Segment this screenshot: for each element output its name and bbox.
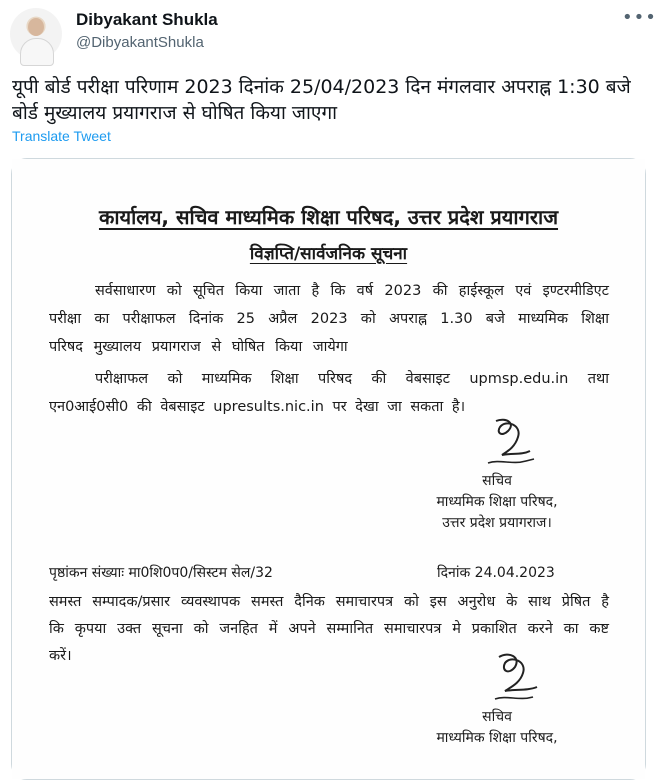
translate-tweet-link[interactable]: Translate Tweet	[12, 128, 111, 144]
more-dots-icon[interactable]: •••	[622, 7, 657, 28]
signature-mark	[482, 415, 542, 469]
notice-document-image	[12, 159, 645, 779]
avatar[interactable]	[10, 8, 62, 60]
notice-paragraph-1: सर्वसाधारण को सूचित किया जाता है कि वर्ष 2023 की हाईस्कूल एवं इण्टरमीडिएट परीक्षा का परीक्षाफल दिनांक 25 अप्रैल 2023 को अपराह्न 1.30 बजे माध्यमिक शिक्षा परिषद मुख्यालय प्रयागराज से घोषित किया जायेगा	[49, 283, 609, 355]
notice-paragraph-2: परीक्षाफल को माध्यमिक शिक्षा परिषद की वेबसाइट upmsp.edu.in तथा एन0आई0सी0 की वेबसाइट upresults.nic.in पर देखा जा सकता है।	[49, 371, 609, 415]
signoff-block	[397, 471, 597, 534]
author-handle[interactable]: @DibyakantShukla	[76, 34, 204, 51]
signoff-line-2: माध्यमिक शिक्षा परिषद,	[436, 494, 558, 510]
author-name[interactable]: Dibyakant Shukla	[76, 10, 218, 29]
reference-number: पृष्ठांकन संख्याः मा0शि0प0/सिस्टम सेल/32	[49, 565, 273, 581]
signoff-line-1: सचिव	[482, 473, 512, 489]
notice-paragraph-3: समस्त सम्पादक/प्रसार व्यवस्थापक समस्त दैनिक समाचारपत्र को इस अनुरोध के साथ प्रेषित है कि कृपया उक्त सूचना को जनहित में अपने सम्मानित समाचारपत्र मे प्रकाशित करने का कष्ट करें।	[49, 594, 609, 664]
signoff2-line-1: सचिव	[482, 709, 512, 725]
avatar-torso	[20, 38, 54, 66]
avatar-head	[28, 18, 44, 36]
signoff2-line-2: माध्यमिक शिक्षा परिषद,	[436, 730, 558, 746]
office-title: कार्यालय, सचिव माध्यमिक शिक्षा परिषद, उत्तर प्रदेश प्रयागराज	[98, 205, 559, 229]
signature-mark-2	[487, 649, 547, 703]
tweet-media-card[interactable]	[11, 158, 646, 780]
tweet-header	[0, 0, 657, 66]
tweet-text: यूपी बोर्ड परीक्षा परिणाम 2023 दिनांक 25/04/2023 दिन मंगलवार अपराह्न 1:30 बजे बोर्ड मुख्यालय प्रयागराज से घोषित किया जाएगा	[12, 76, 631, 124]
notice-title: विज्ञप्ति/सार्वजनिक सूचना	[249, 244, 408, 264]
signoff-line-3: उत्तर प्रदेश प्रयागराज।	[442, 515, 552, 531]
signoff-block-2	[397, 707, 597, 749]
reference-date: दिनांक 24.04.2023	[437, 565, 555, 581]
